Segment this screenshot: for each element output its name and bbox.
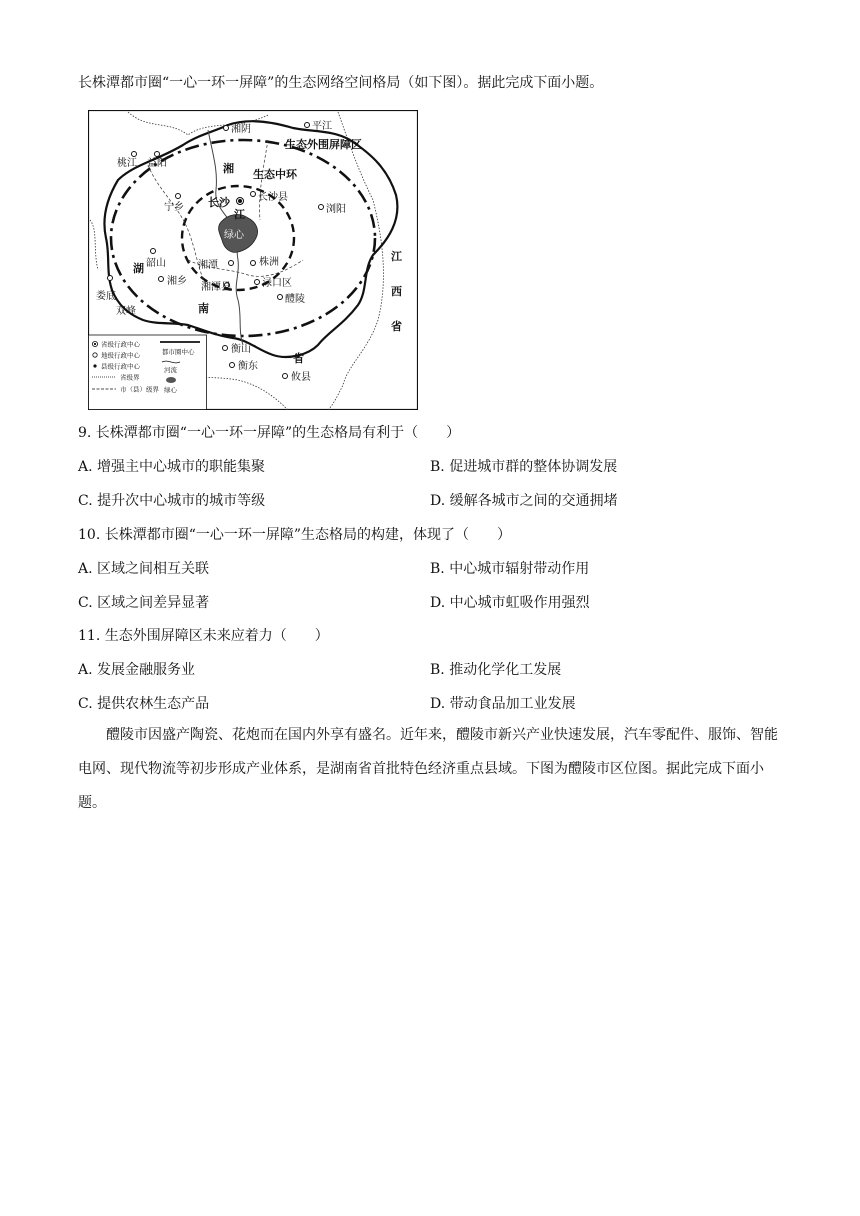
place-zhuzhou: 株洲 (259, 257, 279, 268)
place-xiangyin: 湘阴 (231, 124, 251, 135)
legend-prefecture: 地级行政中心 (101, 351, 140, 360)
q9-option-c: C. 提升次中心城市的城市等级 (78, 493, 266, 509)
q10-option-b: B. 中心城市辐射带动作用 (430, 561, 590, 577)
legend-metro-center: 都市圈中心 (162, 348, 195, 356)
place-pingjiang: 平江 (312, 121, 332, 132)
place-lukou: 渌口区 (262, 278, 292, 289)
q10-option-d: D. 中心城市虹吸作用强烈 (430, 595, 590, 611)
place-xiangxiang: 湘乡 (167, 276, 187, 287)
place-hengdong: 衡东 (238, 361, 258, 372)
place-liling: 醴陵 (285, 294, 305, 305)
q11-option-c: C. 提供农林生态产品 (78, 696, 210, 712)
q11-option-d: D. 带动食品加工业发展 (430, 696, 576, 712)
legend-river: 河流 (164, 366, 177, 374)
q10-option-c: C. 区域之间差异显著 (78, 595, 210, 611)
label-nan: 南 (198, 302, 209, 315)
legend-city-border: 市（县）级界 (120, 385, 159, 394)
place-taojiang: 桃江 (117, 158, 137, 169)
q11-option-a: A. 发展金融服务业 (78, 662, 196, 678)
place-yiyang: 益阳 (147, 158, 167, 169)
q11-option-b: B. 推动化学化工发展 (430, 662, 562, 678)
label-middle-ring: 生态中环 (253, 168, 297, 181)
passage-liling: 醴陵市因盛产陶瓷、花炮而在国内外享有盛名。近年来，醴陵市新兴产业快速发展，汽车零配件、服饰、智能电网、现代物流等初步形成产业体系，是湖南省首批特色经济重点县域。下图为醴陵市区位图。据此完成下面小题。 (78, 727, 778, 811)
ecological-network-map (88, 110, 418, 410)
q9-option-d: D. 缓解各城市之间的交通拥堵 (430, 493, 618, 509)
place-shaoshan: 韶山 (146, 258, 166, 269)
legend-provincial: 省级行政中心 (101, 340, 140, 349)
question-11-stem: 11. 生态外围屏障区未来应着力（ ） (78, 628, 329, 644)
place-xiangtanxian: 湘潭县 (201, 282, 231, 293)
question-10-stem: 10. 长株潭都市圈“一心一环一屏障”生态格局的构建，体现了（ ） (78, 527, 512, 543)
label-jiangxi-2: 西 (391, 285, 402, 298)
legend-green-heart: 绿心 (164, 386, 177, 394)
place-changsha: 长沙 (208, 196, 230, 209)
label-green-heart: 绿心 (224, 230, 244, 241)
label-jiang: 江 (234, 208, 245, 221)
label-hu: 湖 (133, 262, 144, 275)
q10-option-a: A. 区域之间相互关联 (78, 561, 210, 577)
place-changshaxian: 长沙县 (258, 192, 288, 203)
label-xiang: 湘 (223, 162, 234, 175)
place-xiangtan: 湘潭 (198, 260, 218, 271)
question-9-stem: 9. 长株潭都市圈“一心一环一屏障”的生态格局有利于（ ） (78, 425, 461, 441)
place-liuyang: 浏阳 (326, 204, 346, 215)
place-loudi: 娄底 (96, 291, 116, 302)
intro-text: 长株潭都市圈“一心一环一屏障”的生态网络空间格局（如下图）。据此完成下面小题。 (78, 75, 604, 91)
legend-county: 县级行政中心 (101, 362, 140, 371)
label-outer-barrier: 生态外围屏障区 (285, 138, 362, 151)
place-hengshan: 衡山 (231, 344, 251, 355)
label-jiangxi-3: 省 (391, 320, 402, 333)
place-shuangfeng: 双峰 (116, 306, 136, 317)
legend-province-border: 省级界 (120, 373, 140, 382)
place-ningxiang: 宁乡 (164, 202, 184, 213)
map-svg (88, 110, 418, 410)
place-youxian: 攸县 (291, 372, 311, 383)
label-jiangxi-1: 江 (391, 250, 402, 263)
q9-option-b: B. 促进城市群的整体协调发展 (430, 459, 618, 475)
label-sheng: 省 (293, 352, 304, 365)
q9-option-a: A. 增强主中心城市的职能集聚 (78, 459, 266, 475)
